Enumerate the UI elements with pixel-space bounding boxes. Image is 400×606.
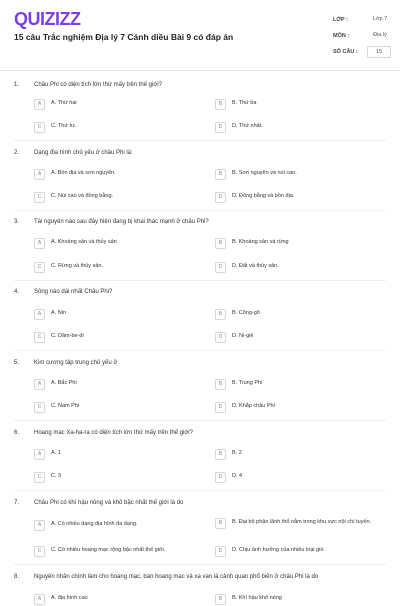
option-letter: C — [34, 192, 45, 203]
option-text: B. Khoáng sản và rừng — [232, 239, 289, 245]
divider — [14, 564, 386, 565]
option-letter: D — [215, 472, 226, 483]
option-text: B. Sơn nguyên và núi cao. — [232, 170, 297, 176]
option-b[interactable] — [215, 99, 385, 111]
option-letter: D — [215, 192, 226, 203]
option-letter: A — [34, 309, 45, 320]
option-c[interactable] — [34, 402, 204, 414]
option-text: D. Chịu ảnh hưởng của nhiều loại gió. — [232, 547, 325, 553]
option-letter: D — [215, 546, 226, 557]
question-text: Sông nào dài nhất Châu Phi? — [34, 289, 113, 295]
option-letter: A — [34, 594, 45, 605]
question-text: Châu Phi có khí hậu nóng và khô bậc nhất thế giới là do — [34, 500, 184, 506]
question-text: Kim cương tập trung chủ yếu ở — [34, 360, 118, 366]
option-text: A. Bồn địa và sơn nguyên. — [51, 170, 116, 176]
option-b[interactable] — [215, 449, 385, 461]
meta-value: 15 — [367, 46, 391, 58]
question-text: Nguyên nhân chính làm cho hoang mạc, bán hoang mạc và xa van là cảnh quan phổ biến ở châu Phi là do — [34, 574, 319, 580]
option-letter: D — [215, 402, 226, 413]
question-number: 8. — [14, 574, 20, 580]
option-text: B. Thứ ba — [232, 100, 257, 106]
option-a[interactable] — [34, 99, 204, 111]
option-text: B. 2 — [232, 450, 242, 456]
option-text: C. Có nhiều hoang mạc rộng bậc nhất thế giới. — [51, 547, 166, 553]
meta-subject — [333, 30, 391, 46]
option-letter: C — [34, 546, 45, 557]
option-c[interactable] — [34, 546, 204, 558]
option-text: B. Đại bộ phận lãnh thổ nằm trong khu vực nội chí tuyến. — [232, 519, 372, 525]
option-a[interactable] — [34, 379, 204, 391]
option-text: D. Thứ nhất. — [232, 123, 263, 129]
option-text: C. Núi cao và đồng bằng. — [51, 193, 114, 199]
option-letter: D — [215, 262, 226, 273]
option-b[interactable] — [215, 169, 385, 181]
meta-label: SỐ CÂU : — [333, 49, 358, 55]
meta-value: Địa lý — [373, 32, 387, 38]
option-letter: C — [34, 472, 45, 483]
option-letter: B — [215, 238, 226, 249]
option-letter: B — [215, 594, 226, 605]
option-text: C. Rừng và thủy sản. — [51, 263, 103, 269]
meta-count — [333, 46, 391, 62]
option-letter: C — [34, 332, 45, 343]
option-text: A. Khoáng sản và thủy sản — [51, 239, 117, 245]
option-d[interactable] — [215, 192, 385, 204]
option-text: D. Đồng bằng và bồn địa. — [232, 193, 295, 199]
divider — [14, 420, 386, 421]
option-letter: B — [215, 169, 226, 180]
option-text: A. Bắc Phi — [51, 380, 77, 386]
option-letter: D — [215, 332, 226, 343]
question-number: 5. — [14, 360, 20, 366]
option-c[interactable] — [34, 192, 204, 204]
meta-grade — [333, 14, 391, 30]
header — [0, 0, 400, 71]
option-letter: B — [215, 518, 226, 529]
option-letter: A — [34, 238, 45, 249]
option-letter: B — [215, 309, 226, 320]
quizizz-logo[interactable]: QUIZIZZ — [14, 9, 81, 29]
question-text: Dạng địa hình chủ yếu ở châu Phi là: — [34, 150, 133, 156]
option-letter: B — [215, 449, 226, 460]
option-text: C. Dăm-be-di — [51, 333, 84, 339]
option-c[interactable] — [34, 472, 204, 484]
option-letter: A — [34, 449, 45, 460]
option-d[interactable] — [215, 332, 385, 344]
option-text: D. Đất và thủy sản. — [232, 263, 279, 269]
divider — [14, 280, 386, 281]
option-letter: A — [34, 169, 45, 180]
option-text: D. 4 — [232, 473, 243, 479]
question-number: 3. — [14, 219, 20, 225]
option-c[interactable] — [34, 122, 204, 134]
meta-label: LỚP : — [333, 17, 348, 23]
option-letter: A — [34, 520, 45, 531]
divider — [14, 210, 386, 211]
meta-value: Lớp 7 — [372, 16, 388, 22]
question-number: 4. — [14, 289, 20, 295]
option-text: A. Nin — [51, 310, 66, 316]
option-a[interactable] — [34, 169, 204, 181]
option-text: A. Có nhiều dạng địa hình đa dạng. — [51, 521, 138, 527]
option-letter: C — [34, 402, 45, 413]
option-text: B. Trung Phi — [232, 380, 263, 386]
option-text: A. địa hình cao — [51, 595, 88, 601]
question-number: 7. — [14, 500, 20, 506]
option-letter: C — [34, 122, 45, 133]
question-number: 1. — [14, 82, 20, 88]
option-d[interactable] — [215, 472, 385, 484]
option-b[interactable] — [215, 594, 385, 606]
question-text: Hoang mạc Xa-ha-ra có diện tích lớn thứ mấy trên thế giới? — [34, 430, 193, 436]
option-a[interactable] — [34, 449, 204, 461]
option-c[interactable] — [34, 332, 204, 344]
question-text: Tài nguyên nào sau đây hiện đang bị khai thác mạnh ở châu Phi? — [34, 219, 209, 225]
option-text: C. Nam Phi — [51, 403, 80, 409]
option-a[interactable] — [34, 520, 204, 532]
option-c[interactable] — [34, 262, 204, 274]
option-b[interactable] — [215, 379, 385, 391]
divider — [14, 140, 386, 141]
option-a[interactable] — [34, 309, 204, 321]
option-b[interactable] — [215, 309, 385, 321]
option-text: B. Khí hậu khô nóng — [232, 595, 282, 601]
option-letter: B — [215, 99, 226, 110]
page-title: 15 câu Trắc nghiệm Địa lý 7 Cánh diều Bài 9 có đáp án — [14, 32, 234, 42]
question-number: 2. — [14, 150, 20, 156]
option-letter: A — [34, 379, 45, 390]
option-letter: D — [215, 122, 226, 133]
option-b[interactable] — [215, 518, 385, 538]
option-d[interactable] — [215, 262, 385, 274]
option-text: A. Thứ hai — [51, 100, 77, 106]
option-text: D. Khắp châu Phi — [232, 403, 275, 409]
option-b[interactable] — [215, 238, 385, 250]
divider — [14, 350, 386, 351]
option-d[interactable] — [215, 122, 385, 134]
option-text: C. Thứ tư. — [51, 123, 77, 129]
question-number: 6. — [14, 430, 20, 436]
meta-label: MÔN : — [333, 33, 350, 39]
option-text: C. 3 — [51, 473, 62, 479]
option-a[interactable] — [34, 594, 204, 606]
option-text: B. Công-gô — [232, 310, 260, 316]
option-a[interactable] — [34, 238, 204, 250]
option-text: D. Ni-giê — [232, 333, 254, 339]
option-letter: A — [34, 99, 45, 110]
option-text: A. 1 — [51, 450, 61, 456]
option-d[interactable] — [215, 546, 385, 558]
meta-panel — [333, 14, 391, 62]
divider — [14, 490, 386, 491]
question-text: Châu Phi có diện tích lớn thứ mấy trên thế giới? — [34, 82, 162, 88]
option-d[interactable] — [215, 402, 385, 414]
option-letter: C — [34, 262, 45, 273]
option-letter: B — [215, 379, 226, 390]
